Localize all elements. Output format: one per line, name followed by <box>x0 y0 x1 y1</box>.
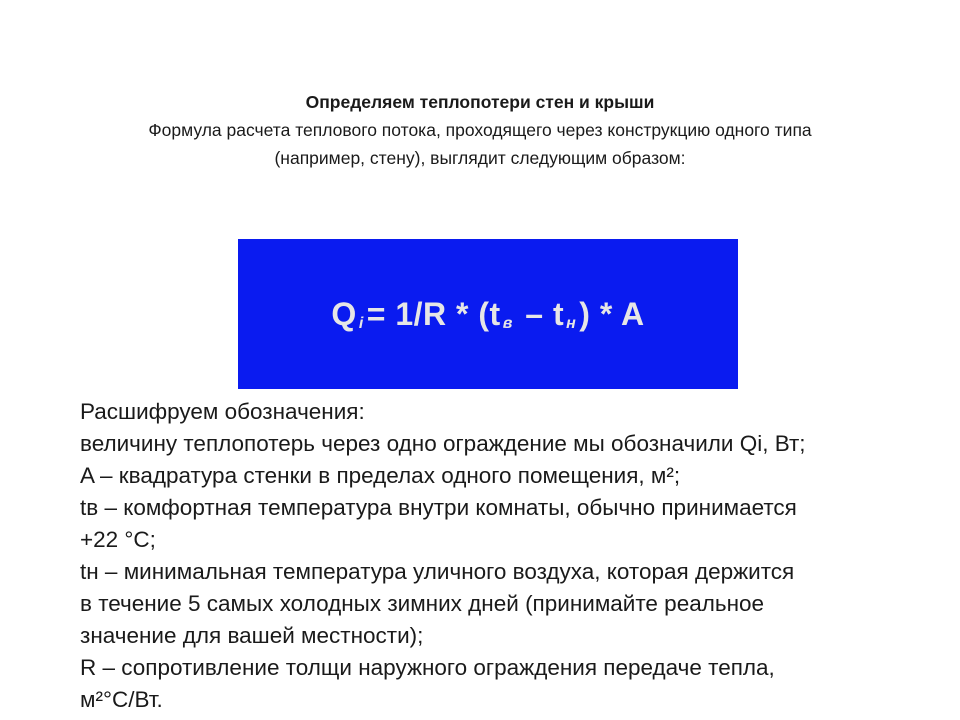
legend-line: R – сопротивление толщи наружного ограждения передаче тепла, <box>80 655 775 680</box>
formula <box>331 296 644 333</box>
legend-line: +22 °С; <box>80 527 156 552</box>
formula-end: ) * A <box>579 295 645 332</box>
formula-box <box>238 239 738 389</box>
legend-line: tн – минимальная температура уличного воздуха, которая держится <box>80 559 795 584</box>
legend-line: м²°С/Вт. <box>80 687 163 712</box>
legend-line: величину теплопотерь через одно ограждение мы обозначили Qi, Вт; <box>80 431 806 456</box>
formula-sub-i: i <box>358 314 364 332</box>
legend-text <box>80 396 910 716</box>
formula-middle: = 1/R * (t <box>366 295 501 332</box>
legend-line: в течение 5 самых холодных зимних дней (принимайте реальное <box>80 591 765 616</box>
formula-sub-v: в <box>502 314 513 332</box>
formula-q: Q <box>331 295 357 332</box>
legend-line: tв – комфортная температура внутри комнаты, обычно принимается <box>80 495 797 520</box>
intro-line-1: Формула расчета теплового потока, проходящего через конструкцию одного типа <box>148 120 812 140</box>
legend-line: Расшифруем обозначения: <box>80 399 365 424</box>
intro-line-2: (например, стену), выглядит следующим образом: <box>274 148 686 168</box>
legend-line: A – квадратура стенки в пределах одного помещения, м²; <box>80 463 681 488</box>
formula-minus: – t <box>525 295 565 332</box>
heading-block <box>60 88 900 172</box>
slide-title: Определяем теплопотери стен и крыши <box>305 92 655 112</box>
legend-line: значение для вашей местности); <box>80 623 424 648</box>
formula-sub-n: н <box>566 314 577 332</box>
